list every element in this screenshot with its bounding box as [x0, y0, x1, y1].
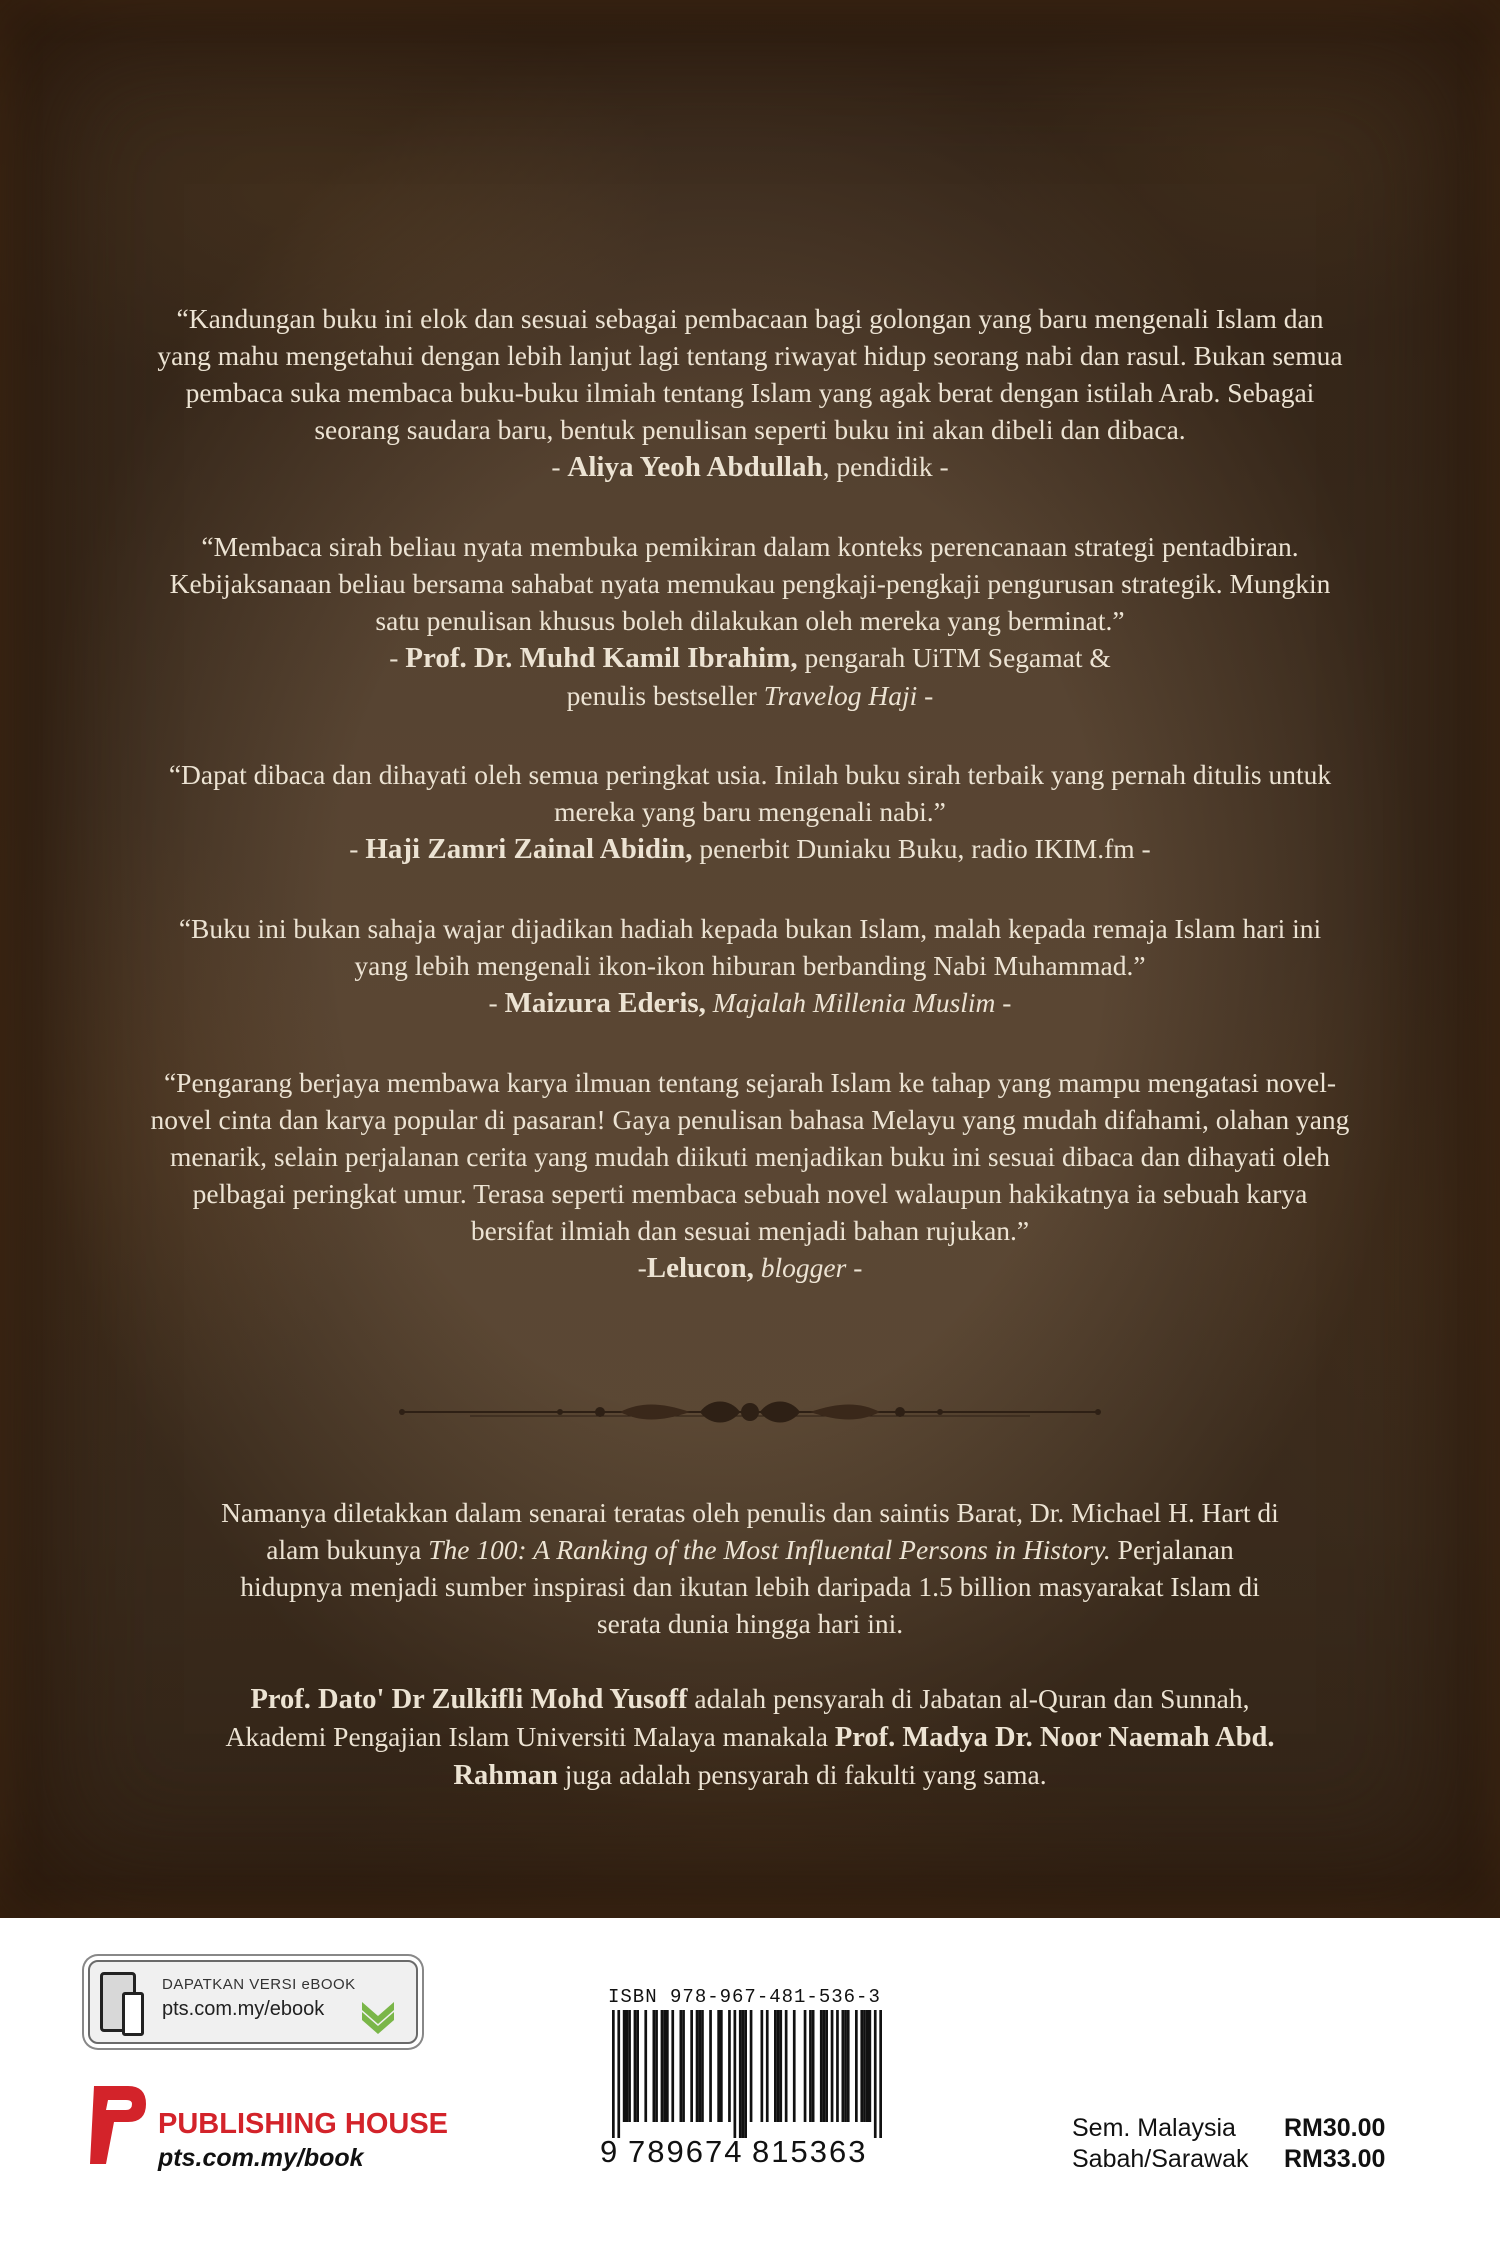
publisher-url[interactable]: pts.com.my/book	[158, 2144, 364, 2172]
barcode-bar	[626, 2010, 629, 2122]
barcode-bar	[855, 2010, 858, 2122]
barcode-bar	[879, 2010, 882, 2138]
testimonial-quote: “Dapat dibaca dan dihayati oleh semua peringkat usia. Inilah buku sirah terbaik yang pernah ditulis untuk mereka yang baru mengenali nabi.”	[168, 759, 1332, 827]
isbn-barcode	[606, 2010, 892, 2140]
synopsis-paragraph-2	[218, 1680, 1282, 1794]
barcode-bar	[809, 2010, 812, 2122]
testimonial-5	[150, 1064, 1350, 1287]
ornamental-divider	[0, 1392, 1500, 1432]
barcode-bar	[863, 2010, 866, 2122]
testimonials	[150, 300, 1350, 1329]
barcode-bar	[709, 2010, 712, 2122]
barcode-bar	[766, 2010, 769, 2122]
testimonial-publication: Majalah Millenia Muslim	[712, 987, 996, 1018]
barcode-left-digits: 789674	[628, 2134, 744, 2169]
barcode-first-digit: 9	[600, 2134, 618, 2169]
barcode-bar	[666, 2010, 669, 2122]
barcode-right-digits: 815363	[752, 2134, 868, 2169]
barcode-bar	[655, 2010, 658, 2122]
barcode-bar	[682, 2010, 685, 2122]
barcode-bar	[825, 2010, 828, 2122]
pts-logo-icon	[88, 2080, 173, 2170]
barcode-bar	[820, 2010, 823, 2122]
barcode-bar	[661, 2010, 664, 2122]
testimonial-quote: “Membaca sirah beliau nyata membuka pemikiran dalam konteks perencanaan strategi pentadbiran. Kebijaksanaan beliau bersama sahabat nyata memukau pengkaji-pengkaji pengurusan strategik. Mungkin satu penulisan khusus boleh dilakukan oleh mereka yang berminat.”	[169, 531, 1331, 636]
phone-icon	[122, 1992, 144, 2036]
barcode-bar	[634, 2010, 637, 2122]
author-name-2: Prof. Madya Dr. Noor Naemah Abd. Rahman	[453, 1722, 1275, 1791]
testimonial-author: Prof. Dr. Muhd Kamil Ibrahim,	[405, 642, 798, 674]
testimonial-author: Maizura Ederis,	[504, 987, 706, 1019]
barcode-bar	[793, 2010, 796, 2122]
testimonial-attribution: - Aliya Yeoh Abdullah, pendidik -	[551, 451, 949, 483]
barcode-bar	[831, 2010, 834, 2122]
author-name-1: Prof. Dato' Dr Zulkifli Mohd Yusoff	[250, 1684, 688, 1715]
barcode-bar	[761, 2010, 764, 2122]
barcode-bar	[866, 2010, 869, 2122]
barcode-bar	[847, 2010, 850, 2122]
testimonial-role: blogger	[760, 1252, 847, 1283]
barcode-bar	[777, 2010, 780, 2122]
price-row	[1072, 2113, 1385, 2144]
barcode-bar	[617, 2010, 620, 2138]
testimonial-attribution: - Maizura Ederis, Majalah Millenia Muslim -	[488, 987, 1012, 1019]
synopsis-text: adalah pensyarah di Jabatan al-Quran dan Sunnah, Akademi Pengajian Islam Universiti Malaya manakala	[225, 1683, 1250, 1752]
barcode-bar	[744, 2010, 747, 2138]
testimonial-role: penerbit Duniaku Buku, radio IKIM.fm	[699, 833, 1135, 864]
barcode-bar	[869, 2010, 872, 2122]
testimonial-3	[150, 756, 1350, 868]
barcode-bar	[628, 2010, 631, 2122]
referenced-book-title: The 100: A Ranking of the Most Influental Persons in History.	[428, 1534, 1111, 1565]
testimonial-1	[150, 300, 1350, 486]
barcode-bar	[636, 2010, 639, 2122]
synopsis-text: Perjalanan hidupnya menjadi sumber inspirasi dan ikutan lebih daripada 1.5 billion masyarakat Islam di serata dunia hingga hari ini.	[240, 1534, 1260, 1639]
price-region: Sabah/Sarawak	[1072, 2145, 1249, 2173]
barcode-bar	[644, 2010, 647, 2122]
barcode-bar	[653, 2010, 656, 2122]
book-synopsis	[218, 1494, 1282, 1832]
barcode-bar	[734, 2010, 737, 2138]
barcode-bar	[612, 2010, 615, 2138]
barcode-bar	[860, 2010, 863, 2122]
price-value: RM30.00	[1284, 2114, 1386, 2142]
barcode-bar	[696, 2010, 699, 2122]
ebook-label: DAPATKAN VERSI eBOOK	[162, 1976, 356, 1993]
price-list	[1072, 2113, 1385, 2175]
testimonial-attribution: - Haji Zamri Zainal Abidin, penerbit Duniaku Buku, radio IKIM.fm -	[349, 833, 1151, 865]
synopsis-paragraph-1	[218, 1494, 1282, 1642]
barcode-bar	[701, 2010, 704, 2122]
testimonial-role-line2: penulis bestseller	[566, 680, 757, 711]
book-title-travelog-haji: Travelog Haji	[763, 680, 918, 711]
testimonial-quote: “Buku ini bukan sahaja wajar dijadikan hadiah kepada bukan Islam, malah kepada remaja Islam hari ini yang lebih mengenali ikon-ikon hiburan berbanding Nabi Muhammad.”	[178, 913, 1322, 981]
testimonial-2	[150, 528, 1350, 714]
barcode-bar	[690, 2010, 693, 2122]
synopsis-text: juga adalah pensyarah di fakulti yang sama.	[557, 1759, 1047, 1790]
barcode-bar	[728, 2010, 731, 2122]
barcode-bar	[774, 2010, 777, 2122]
publisher-name: PUBLISHING HOUSE	[158, 2108, 449, 2140]
testimonial-role: pengarah UiTM Segamat &	[804, 642, 1111, 673]
testimonial-author: Lelucon,	[646, 1252, 754, 1284]
pts-logo-letters: PTS	[114, 2126, 173, 2159]
synopsis-text: Namanya diletakkan dalam senarai teratas oleh penulis dan saintis Barat, Dr. Michael H. Hart di alam bukunya	[221, 1497, 1279, 1565]
barcode-bar	[844, 2010, 847, 2122]
testimonial-author: Haji Zamri Zainal Abidin,	[365, 833, 693, 865]
testimonial-role: pendidik	[836, 451, 933, 482]
barcode-bar	[750, 2010, 753, 2122]
price-value: RM33.00	[1284, 2145, 1386, 2173]
testimonial-quote: “Kandungan buku ini elok dan sesuai sebagai pembacaan bagi golongan yang baru mengenali Islam dan yang mahu mengetahui dengan lebih lanjut lagi tentang riwayat hidup seorang nabi dan rasul. Bukan semua pembaca suka membaca buku-buku ilmiah tentang Islam yang agak berat dengan istilah Arab. Sebagai seorang saudara baru, bentuk penulisan seperti buku ini akan dibeli dan dibaca.	[157, 303, 1343, 445]
barcode-bar	[663, 2010, 666, 2122]
barcode-bar	[874, 2010, 877, 2138]
ebook-badge[interactable]	[88, 1960, 418, 2044]
barcode-bar	[779, 2010, 782, 2122]
barcode-bar	[823, 2010, 826, 2122]
ebook-url[interactable]: pts.com.my/ebook	[162, 1998, 325, 2020]
barcode-bar	[698, 2010, 701, 2122]
barcode-bar	[742, 2010, 745, 2138]
barcode-bar	[804, 2010, 807, 2122]
price-row	[1072, 2144, 1385, 2175]
barcode-bar	[812, 2010, 815, 2122]
testimonial-4	[150, 910, 1350, 1022]
testimonial-attribution: -Lelucon, blogger -	[637, 1252, 863, 1284]
barcode-bar	[836, 2010, 839, 2122]
barcode-bar	[671, 2010, 674, 2122]
download-chevron-icon	[358, 1998, 398, 2034]
testimonial-author: Aliya Yeoh Abdullah	[567, 451, 823, 483]
barcode-bar	[785, 2010, 788, 2122]
barcode-bar	[739, 2010, 742, 2138]
testimonial-attribution: - Prof. Dr. Muhd Kamil Ibrahim, pengarah UiTM Segamat & penulis bestseller Travelog Haji -	[389, 642, 1111, 711]
price-region: Sem. Malaysia	[1072, 2114, 1236, 2142]
barcode-bar	[623, 2010, 626, 2122]
barcode-bar	[717, 2010, 720, 2122]
barcode-bar	[842, 2010, 845, 2122]
barcode-bar	[720, 2010, 723, 2122]
barcode-bar	[680, 2010, 683, 2122]
testimonial-quote: “Pengarang berjaya membawa karya ilmuan tentang sejarah Islam ke tahap yang mampu mengatasi novel-novel cinta dan karya popular di pasaran! Gaya penulisan bahasa Melayu yang mudah difahami, olahan yang menarik, selain perjalanan cerita yang mudah diikuti menjadikan buku ini sesuai dibaca dan dihayati oleh pelbagai peringkat umur. Terasa seperti membaca sebuah novel walaupun hakikatnya ia sebuah karya bersifat ilmiah dan sesuai menjadi bahan rujukan.”	[150, 1067, 1350, 1246]
isbn-label: ISBN 978-967-481-536-3	[608, 1986, 881, 2008]
